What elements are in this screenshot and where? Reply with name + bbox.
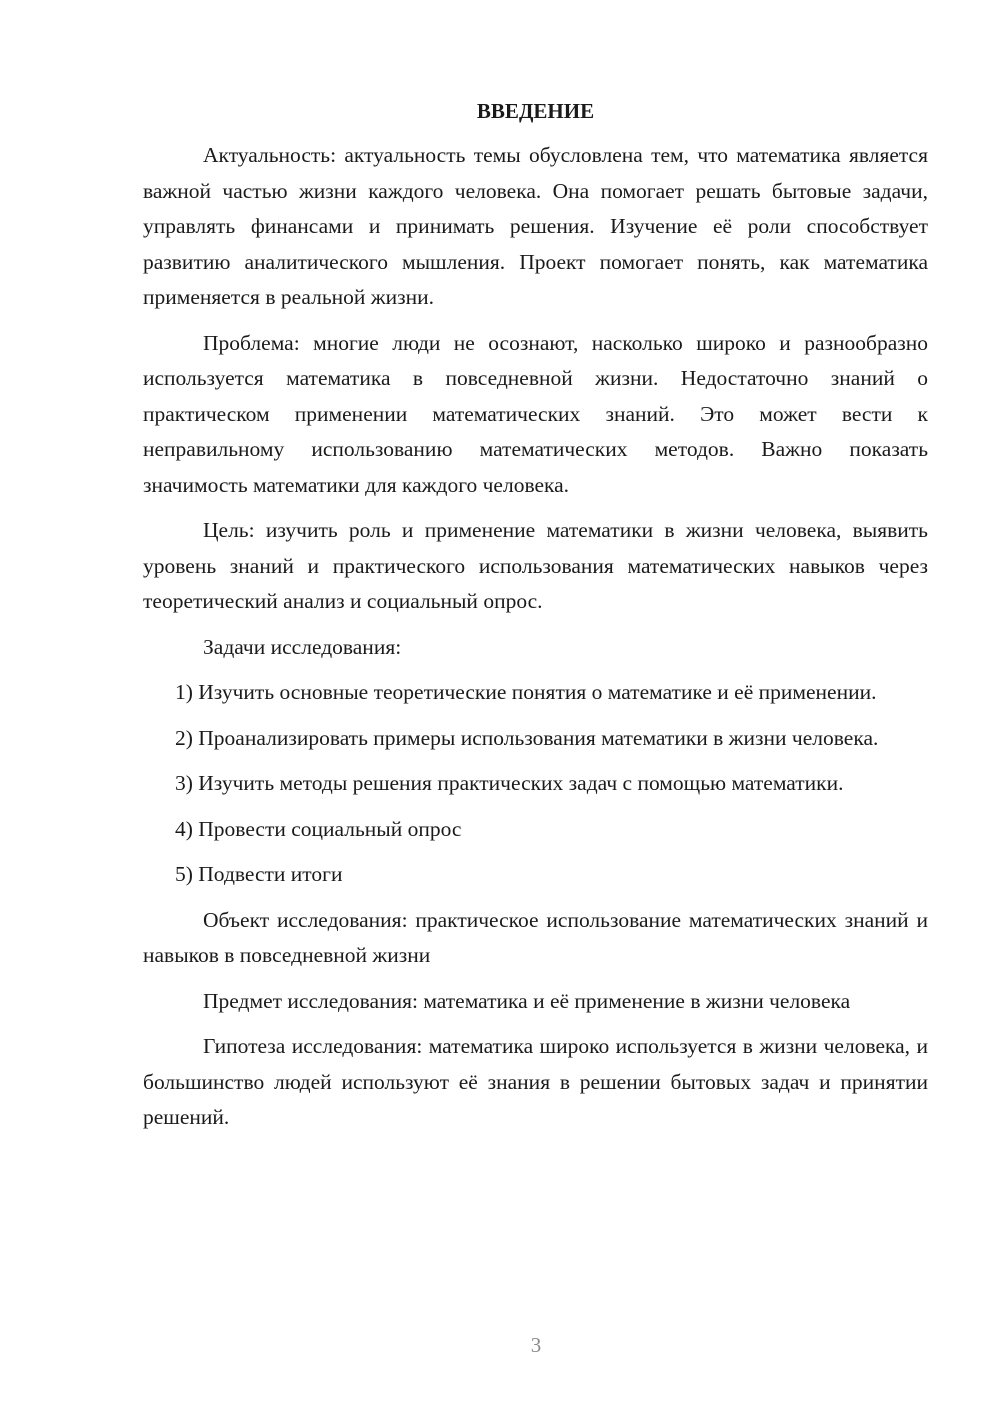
paragraph-subject: Предмет исследования: математика и её применение в жизни человека [203,988,851,1013]
task-item-2: 2) Проанализировать примеры использования математики в жизни человека. [175,725,879,750]
task-item-5: 5) Подвести итоги [175,862,343,886]
paragraph-goal: Цель: изучить роль и применение математики в жизни человека, выявить уровень знаний и практического использования математических навыков через теоретический анализ и социальный опрос. [143,518,928,613]
paragraph-hypothesis: Гипотеза исследования: математика широко используется в жизни человека, и большинство людей используют её знания в решении бытовых задач и принятии решений. [143,1034,928,1129]
page-content [143,96,928,1136]
page-number: 3 [530,1333,542,1357]
task-item-4: 4) Провести социальный опрос [175,816,462,841]
task-item-3: 3) Изучить методы решения практических задач с помощью математики. [175,771,844,795]
paragraph-relevance: Актуальность: актуальность темы обусловлена тем, что математика является важной частью жизни каждого человека. Она помогает решать бытовые задачи, управлять финансами и принимать решения. Изучение её роли способствует развитию аналитического мышления. Проект помогает понять, как математика применяется в реальной жизни. [143,143,928,309]
paragraph-object: Объект исследования: практическое использование математических знаний и навыков в повседневной жизни [143,907,928,967]
task-item-1: 1) Изучить основные теоретические понятия о математике и её применении. [175,680,877,704]
paragraph-problem: Проблема: многие люди не осознают, насколько широко и разнообразно используется математика в повседневной жизни. Недостаточно знаний о практическом применении математических знаний. Это может вести к неправильному использованию математических методов. Важно показать значимость математики для каждого человека. [143,330,928,497]
page-title: ВВЕДЕНИЕ [476,99,595,123]
paragraph-tasks-heading: Задачи исследования: [203,634,402,659]
